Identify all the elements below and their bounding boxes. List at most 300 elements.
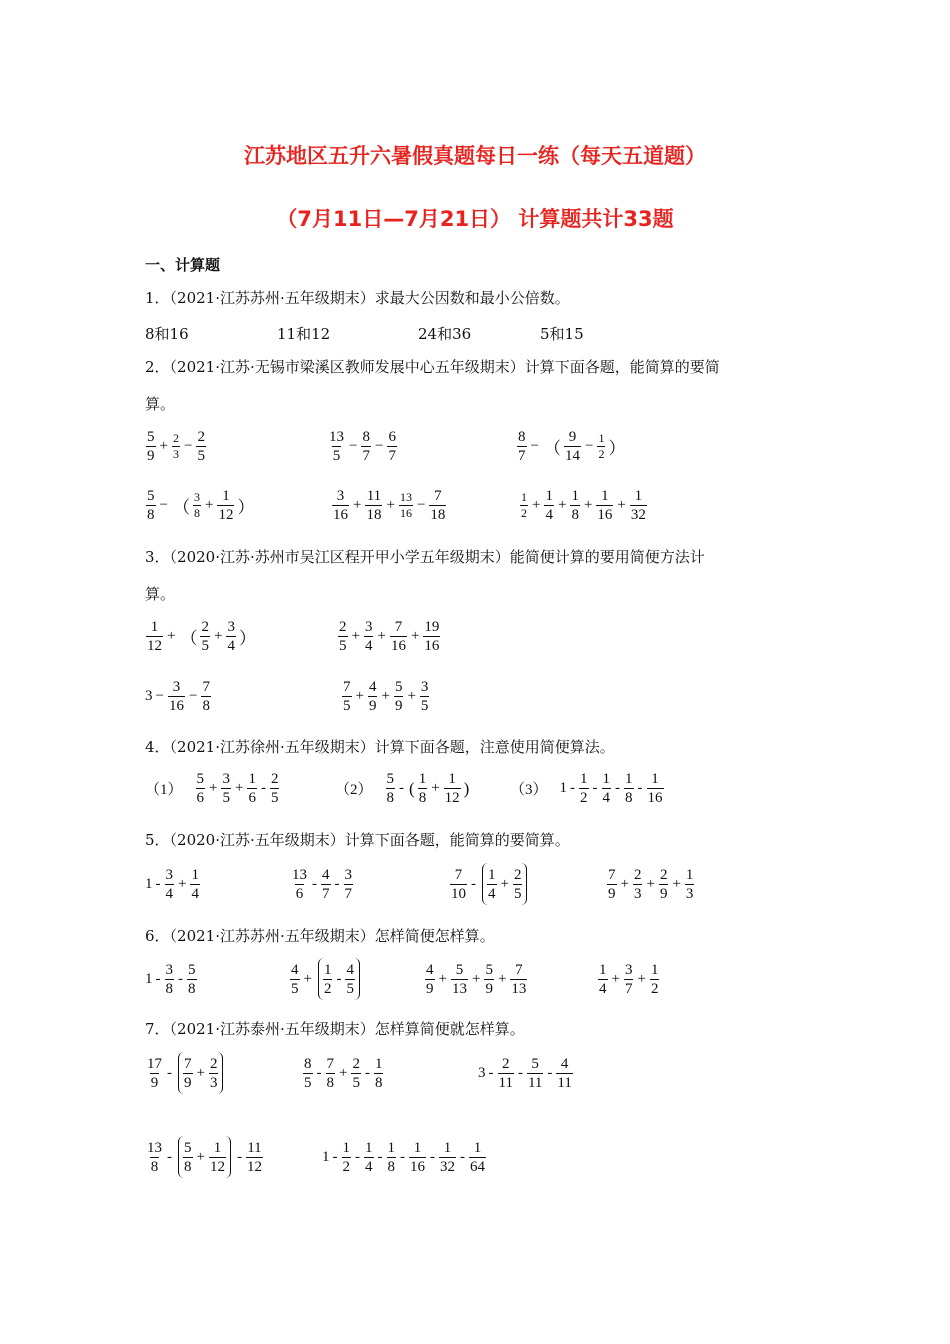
numerator: 2 — [209, 1055, 218, 1072]
plus-sign: + — [532, 497, 541, 513]
question-6: 6．（2021·江苏苏州·五年级期末）怎样简便怎样算。 — [145, 927, 495, 945]
numerator: 11 — [247, 1139, 262, 1156]
numerator: 3 — [165, 867, 173, 883]
fraction — [201, 678, 211, 715]
plus-sign: + — [209, 780, 218, 796]
grouping-bracket — [178, 1136, 231, 1178]
expression — [289, 958, 363, 1000]
denominator: 2 — [521, 506, 527, 520]
fraction — [364, 618, 374, 655]
minus-sign: - — [592, 780, 598, 796]
denominator: 8 — [625, 790, 633, 806]
denominator: 18 — [430, 507, 446, 523]
denominator: 18 — [366, 507, 382, 523]
fraction — [420, 678, 430, 715]
plus-sign: + — [583, 497, 593, 513]
plus-sign: + — [178, 876, 187, 892]
numerator: 13 — [329, 429, 344, 445]
numerator: 5 — [147, 488, 155, 504]
plus-sign: + — [196, 1064, 205, 1081]
expression — [606, 866, 695, 903]
question-5: 5．（2020·江苏·五年级期末）计算下面各题，能简算的要简算。 — [145, 831, 570, 849]
numerator: 5 — [455, 962, 464, 978]
minus-sign: - — [570, 780, 576, 796]
item-label: （1） — [145, 782, 183, 798]
denominator: 6 — [248, 790, 256, 806]
denominator: 8 — [202, 698, 210, 714]
integer: 1 — [322, 1149, 330, 1165]
numerator: 8 — [518, 429, 526, 445]
fraction — [326, 1055, 336, 1092]
fraction — [423, 618, 440, 655]
numerator: 2 — [501, 1056, 510, 1072]
fraction — [290, 961, 300, 998]
denominator: 9 — [394, 698, 403, 714]
fraction — [387, 1139, 397, 1176]
numerator: 7 — [454, 866, 463, 883]
denominator: 5 — [339, 638, 347, 654]
fraction — [564, 428, 581, 465]
numerator: 1 — [248, 771, 256, 787]
expression — [290, 866, 354, 903]
question-4: 4．（2021·江苏徐州·五年级期末）计算下面各题，注意使用简便算法。 — [145, 738, 615, 756]
fraction — [685, 866, 695, 903]
denominator: 7 — [518, 448, 526, 464]
denominator: 10 — [451, 885, 466, 902]
numerator: 3 — [336, 488, 345, 504]
integer: 3 — [145, 688, 153, 704]
fraction — [579, 770, 589, 807]
numerator: 7 — [434, 488, 442, 504]
integer: 1 — [145, 971, 153, 987]
plus-sign: + — [355, 688, 364, 704]
denominator: 9 — [485, 981, 493, 997]
numerator: 7 — [394, 619, 403, 635]
numerator: 1 — [323, 961, 332, 978]
numerator: 1 — [650, 962, 659, 978]
fraction — [146, 1055, 163, 1092]
fraction — [323, 961, 333, 998]
numerator: 1 — [374, 1056, 383, 1072]
denominator: 12 — [246, 1158, 262, 1175]
plus-sign: + — [672, 876, 681, 892]
numerator: 1 — [473, 1140, 482, 1156]
fraction — [556, 1055, 572, 1092]
plus-sign: + — [500, 875, 509, 892]
denominator: 8 — [150, 1158, 159, 1175]
numerator: 1 — [634, 488, 643, 504]
integer: 1 — [145, 876, 153, 892]
question-7: 7．（2021·江苏泰州·五年级期末）怎样算简便就怎样算。 — [145, 1020, 525, 1038]
fraction — [487, 866, 497, 903]
fraction — [196, 428, 206, 465]
denominator: 64 — [470, 1159, 485, 1175]
numerator: 1 — [448, 771, 456, 787]
denominator: 5 — [222, 790, 230, 806]
denominator: 4 — [488, 885, 496, 902]
denominator: 4 — [365, 1159, 373, 1175]
numerator: 3 — [364, 619, 373, 635]
denominator: 16 — [390, 638, 406, 654]
fraction — [193, 490, 201, 521]
numerator: 7 — [608, 867, 616, 883]
numerator: 1 — [418, 771, 427, 787]
fraction — [659, 866, 669, 903]
numerator: 5 — [196, 771, 205, 787]
numerator: 5 — [188, 962, 196, 978]
expression — [337, 618, 441, 655]
denominator: 16 — [410, 1159, 425, 1175]
minus-sign: - — [364, 1065, 370, 1081]
numerator: 2 — [659, 867, 668, 883]
fraction — [633, 866, 643, 903]
grouping-bracket — [178, 1052, 223, 1094]
numerator: 1 — [651, 771, 659, 787]
denominator: 4 — [227, 638, 235, 654]
denominator: 11 — [557, 1075, 572, 1091]
numerator: 1 — [222, 488, 230, 504]
fraction — [342, 1139, 352, 1176]
numerator: 2 — [339, 619, 347, 635]
expression — [449, 863, 530, 905]
minus-sign: − — [155, 688, 164, 704]
denominator: 9 — [150, 1074, 159, 1091]
expression — [335, 770, 471, 807]
left-paren: （ — [172, 498, 190, 517]
numerator: 5 — [485, 962, 493, 978]
expression — [145, 618, 258, 655]
denominator: 8 — [418, 790, 427, 806]
minus-sign: - — [471, 875, 476, 892]
denominator: 16 — [424, 638, 440, 654]
fraction — [418, 770, 428, 807]
fraction — [390, 618, 407, 655]
numerator: 7 — [343, 679, 351, 695]
numerator: 1 — [685, 867, 694, 883]
numerator: 2 — [513, 866, 522, 883]
numerator: 3 — [227, 619, 235, 635]
plus-sign: + — [431, 780, 440, 796]
minus-sign: - — [399, 780, 405, 796]
fraction — [517, 428, 527, 465]
fraction — [187, 961, 197, 998]
fraction — [209, 1055, 219, 1092]
numerator: 8 — [304, 1056, 312, 1072]
denominator: 32 — [440, 1159, 455, 1175]
fraction — [303, 1055, 313, 1092]
numerator: 1 — [488, 866, 496, 883]
expression — [510, 770, 665, 807]
numerator: 7 — [515, 962, 523, 978]
fraction — [425, 961, 435, 998]
plus-sign: + — [353, 497, 362, 513]
fraction — [200, 618, 210, 655]
denominator: 3 — [685, 886, 694, 902]
minus-sign: - — [615, 780, 621, 796]
numerator: 1 — [365, 1140, 373, 1156]
denominator: 8 — [193, 506, 200, 520]
denominator: 12 — [147, 638, 162, 654]
number-pair: 11和12 — [277, 325, 331, 343]
minus-sign: − — [584, 438, 594, 454]
denominator: 8 — [386, 790, 395, 806]
minus-sign: - — [400, 1149, 405, 1165]
numerator: 3 — [420, 679, 429, 695]
question-1: 1．（2021·江苏苏州·五年级期末）求最大公因数和最小公倍数。 — [145, 289, 570, 307]
fraction — [451, 961, 468, 998]
fraction — [429, 487, 446, 524]
numerator: 8 — [362, 429, 370, 445]
numerator: 5 — [531, 1056, 539, 1072]
expression — [516, 428, 627, 465]
plus-sign: + — [471, 971, 481, 987]
fraction — [602, 770, 612, 807]
numerator: 1 — [601, 488, 609, 504]
expression — [302, 1055, 384, 1092]
fraction — [598, 961, 608, 998]
plus-sign: + — [204, 497, 214, 513]
minus-sign: - — [334, 876, 340, 892]
fraction — [513, 866, 523, 903]
numerator: 1 — [213, 1139, 222, 1156]
plus-sign: + — [196, 1148, 205, 1165]
numerator: 1 — [602, 771, 611, 787]
plus-sign: + — [557, 497, 567, 513]
numerator: 4 — [426, 962, 434, 978]
plus-sign: + — [159, 438, 168, 454]
denominator: 16 — [597, 507, 613, 523]
minus-sign: - — [155, 876, 161, 892]
numerator: 3 — [165, 962, 173, 978]
expression — [424, 961, 528, 998]
minus-sign: - — [155, 971, 161, 987]
denominator: 8 — [147, 507, 155, 523]
fraction — [190, 866, 200, 903]
minus-sign: - — [332, 1149, 338, 1165]
expression — [145, 487, 256, 524]
fraction — [221, 770, 231, 807]
numerator: 1 — [342, 1140, 350, 1156]
expression — [145, 866, 201, 903]
plus-sign: + — [637, 971, 646, 987]
minus-sign: - — [167, 1148, 172, 1165]
expression — [145, 1136, 264, 1178]
numerator: 13 — [399, 490, 412, 504]
fraction — [439, 1139, 456, 1176]
denominator: 12 — [209, 1158, 225, 1175]
fraction — [444, 770, 461, 807]
numerator: 3 — [344, 867, 352, 883]
denominator: 4 — [602, 790, 611, 806]
question-2-continued: 算。 — [145, 395, 176, 413]
denominator: 32 — [630, 507, 646, 523]
numerator: 3 — [222, 771, 230, 787]
question-2: 2．（2021·江苏·无锡市梁溪区教师发展中心五年级期末）计算下面各题，能简算的要简 — [145, 358, 720, 376]
fraction — [338, 618, 348, 655]
denominator: 11 — [498, 1075, 513, 1091]
fraction — [172, 431, 180, 462]
number-pair: 5和15 — [540, 325, 584, 343]
denominator: 8 — [326, 1075, 334, 1091]
denominator: 4 — [165, 886, 173, 902]
numerator: 1 — [443, 1140, 452, 1156]
question-3: 3．（2020·江苏·苏州市吴江区程开甲小学五年级期末）能简便计算的要用简便方法计 — [145, 548, 705, 566]
fraction — [146, 428, 156, 465]
expression — [331, 487, 447, 524]
numerator: 1 — [599, 962, 607, 978]
numerator: 2 — [352, 1056, 360, 1072]
numerator: 4 — [560, 1056, 569, 1072]
denominator: 3 — [172, 447, 179, 461]
fraction — [351, 1055, 361, 1092]
fraction — [624, 770, 634, 807]
denominator: 5 — [513, 885, 522, 902]
denominator: 8 — [165, 981, 173, 997]
denominator: 9 — [426, 981, 434, 997]
numerator: 4 — [346, 961, 354, 978]
numerator: 2 — [270, 771, 279, 787]
fraction — [146, 1139, 163, 1176]
denominator: 9 — [184, 1074, 192, 1091]
fraction — [409, 1139, 426, 1176]
denominator: 16 — [168, 698, 184, 714]
expression — [519, 487, 648, 524]
fraction — [647, 770, 664, 807]
right-paren: ） — [608, 439, 626, 458]
left-paren: （ — [543, 439, 561, 458]
minus-sign: - — [336, 970, 342, 987]
numerator: 1 — [413, 1140, 422, 1156]
denominator: 7 — [322, 886, 330, 902]
plus-sign: + — [381, 688, 390, 704]
fraction — [469, 1139, 486, 1176]
denominator: 9 — [659, 886, 668, 902]
denominator: 8 — [184, 1158, 192, 1175]
plus-sign: + — [167, 628, 176, 644]
minus-sign: − — [159, 497, 168, 513]
right-paren: ) — [463, 778, 470, 798]
denominator: 16 — [647, 790, 663, 806]
denominator: 8 — [387, 1159, 395, 1175]
denominator: 4 — [191, 886, 199, 902]
fraction — [386, 770, 396, 807]
denominator: 2 — [650, 981, 659, 997]
plus-sign: + — [407, 688, 416, 704]
fraction — [146, 618, 163, 655]
denominator: 2 — [323, 980, 332, 997]
numerator: 19 — [424, 619, 440, 635]
plus-sign: + — [234, 780, 244, 796]
numerator: 4 — [368, 679, 377, 695]
denominator: 8 — [571, 507, 579, 523]
numerator: 7 — [202, 679, 210, 695]
minus-sign: − — [188, 688, 198, 704]
fraction — [607, 866, 617, 903]
fraction — [394, 678, 404, 715]
numerator: 5 — [184, 1139, 192, 1156]
item-label: （3） — [510, 782, 548, 798]
denominator: 6 — [196, 790, 205, 806]
fraction — [332, 487, 349, 524]
fraction — [630, 487, 647, 524]
left-paren: ( — [409, 778, 415, 798]
fraction — [291, 866, 308, 903]
minus-sign: - — [355, 1149, 360, 1165]
fraction — [544, 487, 554, 524]
fraction — [597, 431, 605, 462]
numerator: 2 — [172, 431, 179, 445]
numerator: 7 — [326, 1056, 334, 1072]
fraction — [387, 428, 397, 465]
expression — [145, 961, 198, 998]
fraction — [226, 618, 236, 655]
expression — [145, 1052, 226, 1094]
numerator: 1 — [150, 619, 159, 635]
fraction — [146, 487, 156, 524]
fraction — [321, 866, 331, 903]
right-paren: ） — [237, 498, 255, 517]
fraction — [344, 866, 354, 903]
fraction — [168, 678, 185, 715]
minus-sign: - — [236, 1148, 242, 1165]
plus-sign: + — [617, 497, 626, 513]
denominator: 16 — [333, 507, 348, 523]
plus-sign: + — [377, 628, 386, 644]
minus-sign: - — [488, 1065, 494, 1081]
plus-sign: + — [438, 971, 447, 987]
plus-sign: + — [410, 628, 420, 644]
fraction — [399, 490, 413, 521]
denominator: 5 — [197, 448, 205, 464]
plus-sign: + — [213, 628, 223, 644]
denominator: 7 — [362, 448, 370, 464]
page-subtitle: （7月11日—7月21日） 计算题共计33题 — [276, 207, 674, 231]
numerator: 13 — [292, 867, 307, 883]
fraction — [361, 428, 371, 465]
denominator: 3 — [633, 886, 642, 902]
numerator: 5 — [147, 429, 155, 445]
item-label: （2） — [335, 782, 373, 798]
fraction — [624, 961, 634, 998]
plus-sign: + — [339, 1065, 348, 1081]
fraction — [527, 1055, 543, 1092]
numerator: 2 — [201, 619, 209, 635]
denominator: 5 — [352, 1075, 360, 1091]
minus-sign: - — [316, 1065, 322, 1081]
numerator: 1 — [387, 1140, 395, 1156]
denominator: 5 — [304, 1075, 312, 1091]
fraction — [596, 487, 613, 524]
denominator: 9 — [147, 448, 155, 464]
grouping-bracket — [318, 958, 360, 1000]
denominator: 2 — [342, 1159, 350, 1175]
fraction — [484, 961, 494, 998]
fraction — [450, 866, 467, 903]
denominator: 5 — [291, 980, 299, 997]
denominator: 4 — [599, 981, 607, 997]
minus-sign: − — [349, 438, 358, 454]
numerator: 1 — [580, 771, 588, 787]
denominator: 5 — [201, 638, 209, 654]
denominator: 16 — [399, 506, 412, 520]
minus-sign: - — [260, 780, 266, 796]
denominator: 5 — [270, 790, 279, 806]
denominator: 2 — [580, 790, 588, 806]
plus-sign: + — [303, 970, 312, 987]
fraction — [368, 678, 378, 715]
numerator: 1 — [598, 431, 605, 445]
numerator: 1 — [191, 867, 199, 883]
